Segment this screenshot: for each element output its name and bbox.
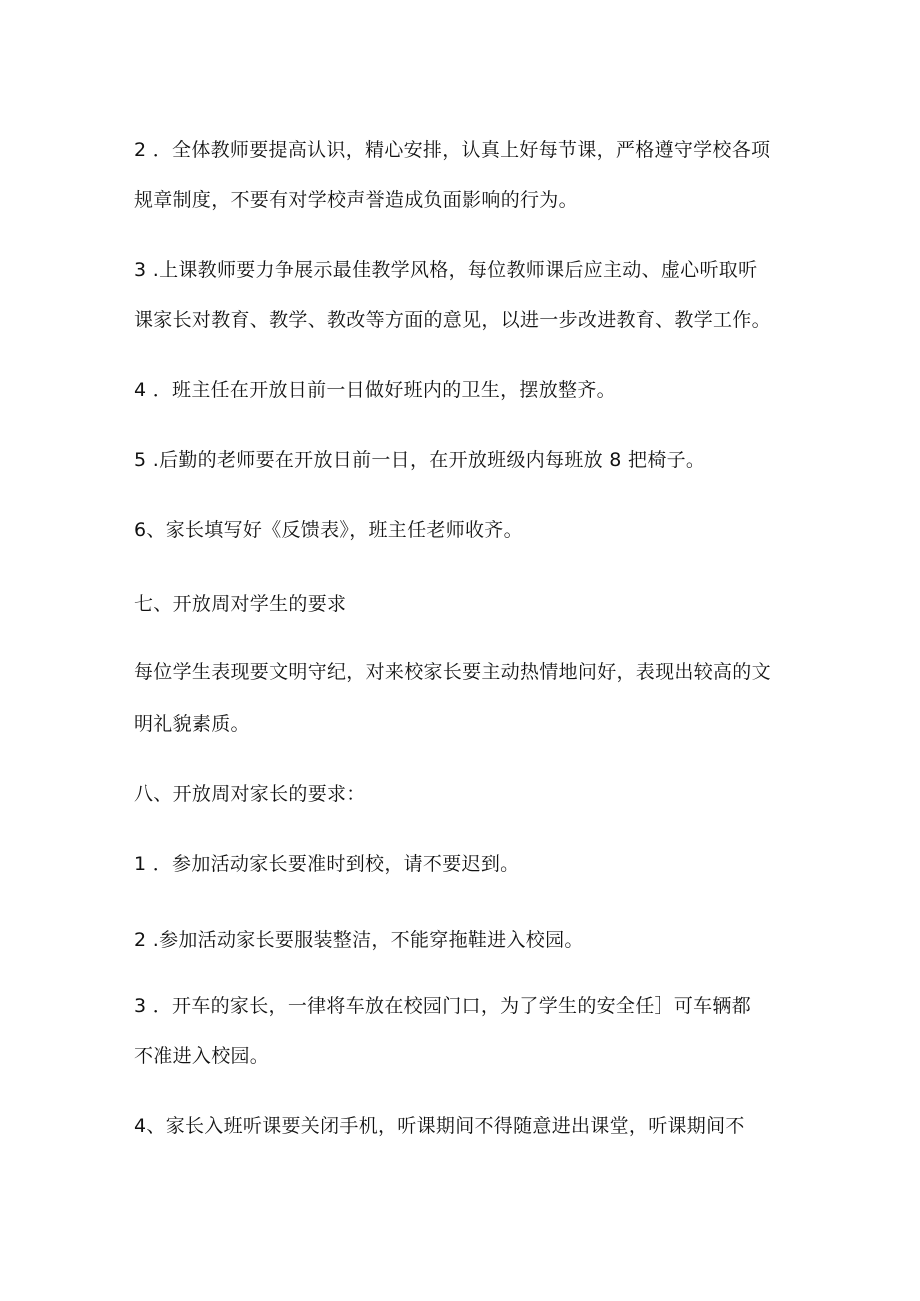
section-8-item-3-line-1: 3 ．开车的家长，一律将车放在校园门口，为了学生的安全任］可车辆都 xyxy=(134,995,752,1017)
item-5: 5 .后勤的老师要在开放日前一日，在开放班级内每班放 8 把椅子。 xyxy=(134,449,706,471)
section-8-heading: 八、开放周对家长的要求： xyxy=(134,783,366,805)
item-2-line-1: 2 ．全体教师要提高认识，精心安排，认真上好每节课，严格遵守学校各项 xyxy=(134,139,771,161)
section-8-item-3-line-2: 不准进入校园。 xyxy=(134,1045,270,1067)
section-7-body-line-2: 明礼貌素质。 xyxy=(134,713,250,735)
item-3-line-2: 课家长对教育、教学、教改等方面的意见，以进一步改进教育、教学工作。 xyxy=(134,309,771,331)
item-6: 6、家长填写好《反馈表》，班主任老师收齐。 xyxy=(134,519,523,541)
item-3-line-1: 3 .上课教师要力争展示最佳教学风格，每位教师课后应主动、虚心听取听 xyxy=(134,259,758,281)
section-8-item-1: 1 ．参加活动家长要准时到校，请不要迟到。 xyxy=(134,853,520,875)
section-8-item-4-line-1: 4、家长入班听课要关闭手机，听课期间不得随意进出课堂，听课期间不 xyxy=(134,1115,745,1137)
section-8-item-2: 2 .参加活动家长要服装整洁，不能穿拖鞋进入校园。 xyxy=(134,929,584,951)
item-4: 4 ．班主任在开放日前一日做好班内的卫生，摆放整齐。 xyxy=(134,379,616,401)
section-7-heading: 七、开放周对学生的要求 xyxy=(134,593,347,615)
section-7-body-line-1: 每位学生表现要文明守纪，对来校家长要主动热情地问好，表现出较高的文 xyxy=(134,661,771,683)
item-2-line-2: 规章制度，不要有对学校声誉造成负面影响的行为。 xyxy=(134,189,578,211)
